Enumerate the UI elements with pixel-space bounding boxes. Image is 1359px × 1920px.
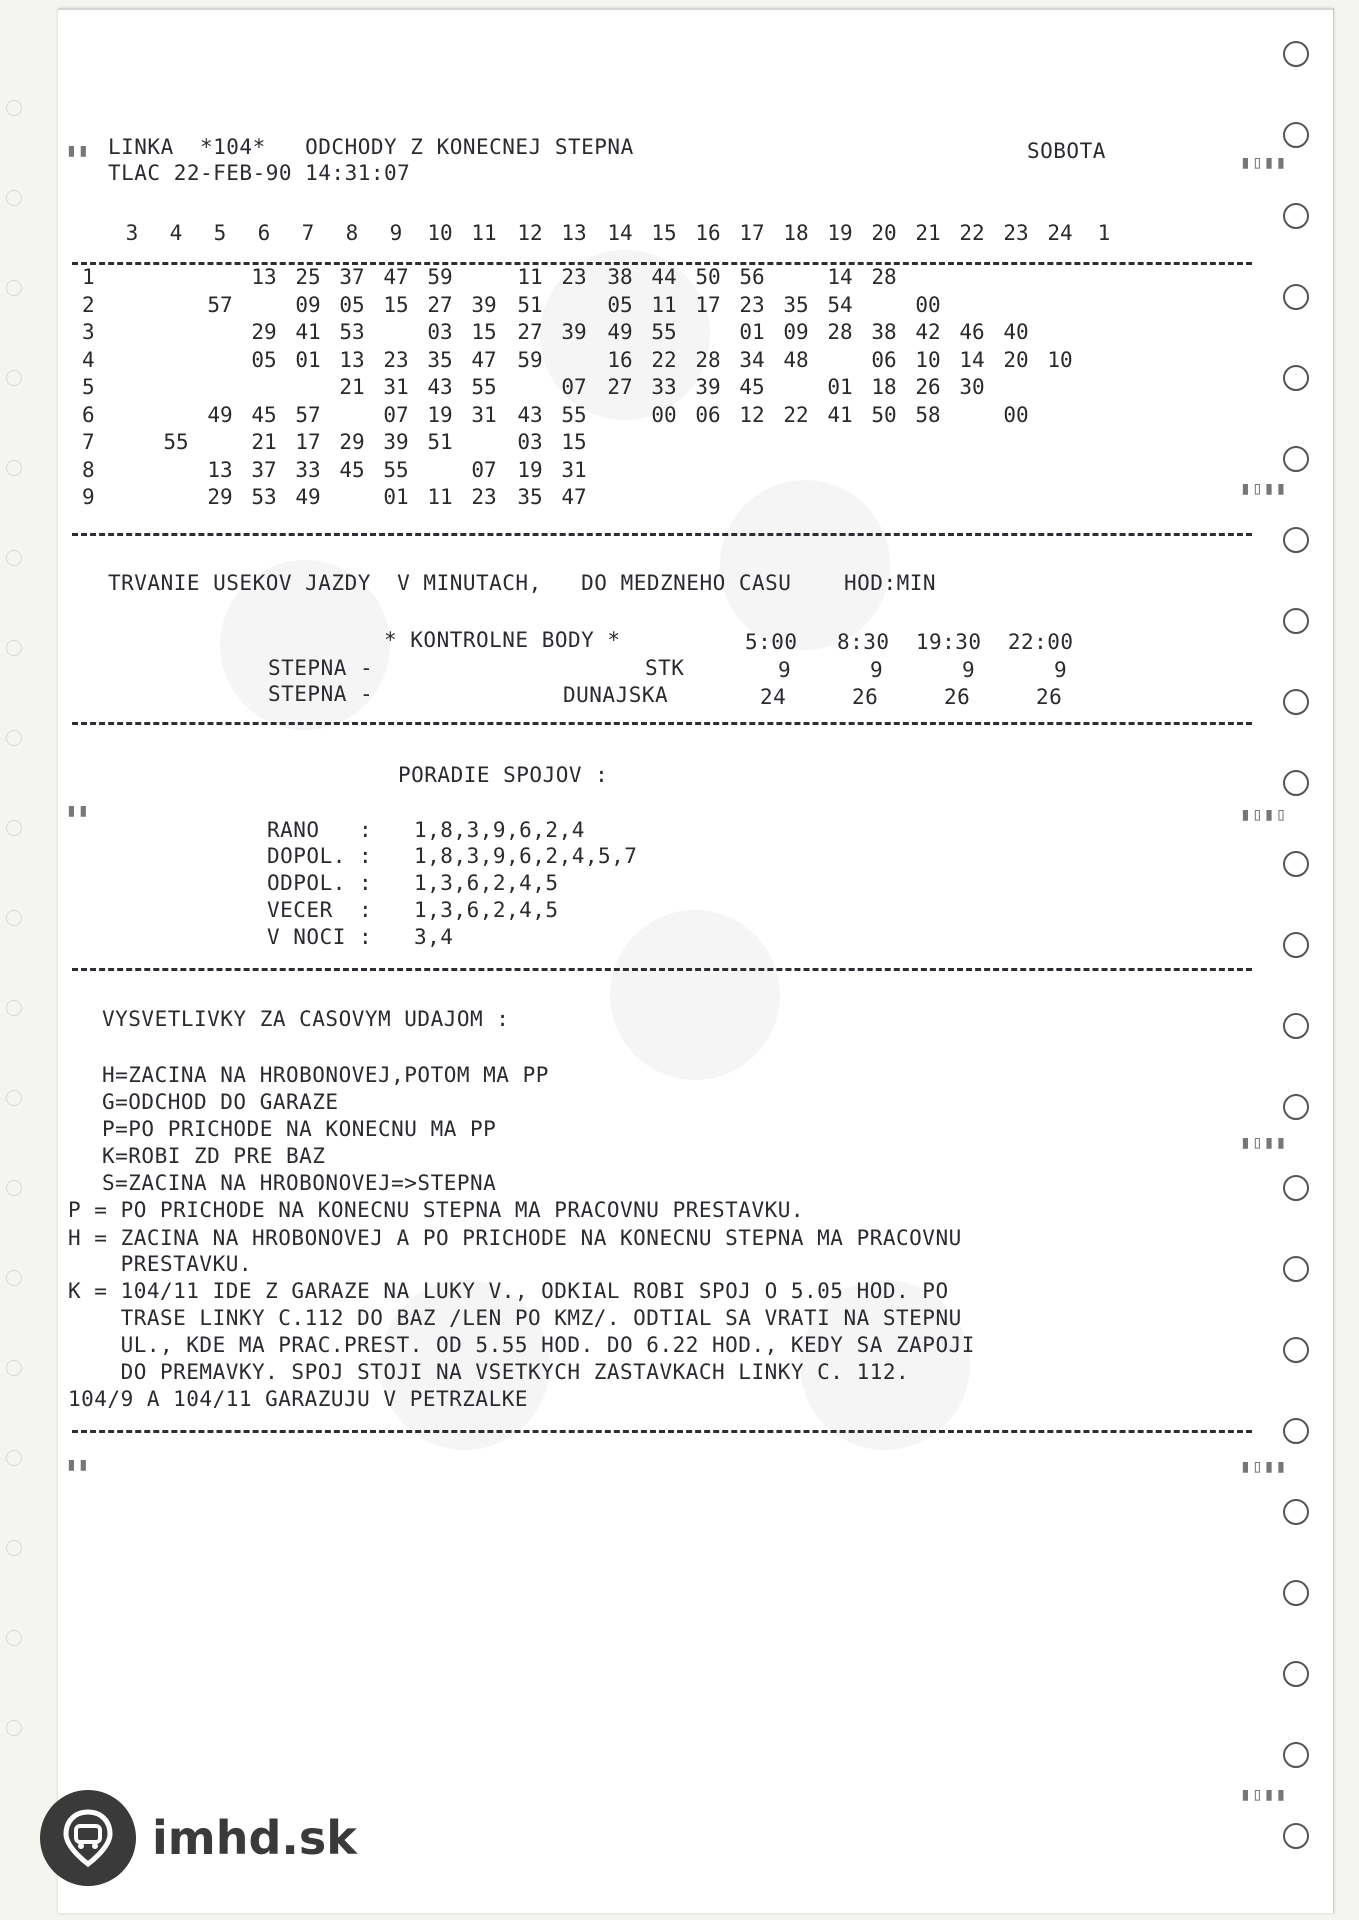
departure-minute: 29 [251, 320, 277, 344]
departure-minute: 43 [427, 375, 453, 399]
departure-minute: 28 [827, 320, 853, 344]
departure-minute: 18 [871, 375, 897, 399]
departure-minute: 23 [561, 265, 587, 289]
sprocket-hole [1283, 1580, 1309, 1606]
departure-minute: 09 [295, 292, 321, 317]
departure-minute: 30 [959, 375, 985, 399]
departure-minute: 51 [517, 292, 543, 317]
departure-minute: 38 [607, 265, 633, 289]
faint-hole [6, 1000, 22, 1016]
hour-header-cell: 18 [783, 221, 809, 245]
hour-header-cell: 17 [739, 221, 765, 245]
departure-minute: 27 [607, 375, 633, 399]
departure-minute: 29 [339, 430, 365, 454]
hour-header-cell: 6 [257, 221, 271, 245]
departure-minute: 22 [651, 347, 677, 372]
departure-minute: 25 [295, 265, 321, 289]
departure-minute: 57 [207, 292, 233, 317]
departure-minute: 45 [339, 457, 365, 482]
hour-header-cell: 12 [517, 221, 543, 245]
departure-minute: 26 [915, 375, 941, 399]
watermark-logo [720, 480, 890, 650]
faint-hole [6, 820, 22, 836]
faint-hole [6, 910, 22, 926]
order-value: 1,8,3,9,6,2,4 [414, 818, 585, 842]
departure-minute: 07 [471, 457, 497, 482]
departure-minute: 16 [607, 347, 633, 372]
departure-minute: 01 [383, 485, 409, 509]
duration-row-from: STEPNA - [268, 682, 374, 706]
departure-minute: 28 [695, 347, 721, 372]
faint-hole [6, 1450, 22, 1466]
sprocket-hole [1283, 770, 1309, 796]
departure-minute: 21 [339, 375, 365, 399]
departure-minute: 33 [651, 375, 677, 399]
legend-title: VYSVETLIVKY ZA CASOVYM UDAJOM : [102, 1007, 510, 1031]
legend-line: S=ZACINA NA HROBONOVEJ=>STEPNA [102, 1171, 497, 1195]
departure-minute: 35 [517, 485, 543, 509]
order-label: VECER : [267, 898, 373, 922]
departure-minute: 15 [471, 320, 497, 344]
departure-minute: 22 [783, 402, 809, 427]
faint-hole [6, 370, 22, 386]
departure-minute: 19 [427, 402, 453, 427]
departure-minute: 11 [427, 485, 453, 509]
hour-header-cell: 23 [1003, 221, 1029, 245]
faint-hole [6, 1720, 22, 1736]
departure-minute: 55 [383, 457, 409, 482]
departure-minute: 46 [959, 320, 985, 344]
ink-smudge: ▮▯▮▮ [1240, 1132, 1288, 1153]
ink-smudge: ▮▯▮▮ [1240, 1456, 1288, 1477]
departure-minute: 17 [695, 292, 721, 317]
sprocket-hole [1283, 365, 1309, 391]
departure-minute: 49 [607, 320, 633, 344]
sprocket-hole [1283, 284, 1309, 310]
sprocket-hole [1283, 1013, 1309, 1039]
departure-minute: 21 [251, 430, 277, 454]
hour-header-cell: 7 [301, 221, 315, 245]
departure-minute: 31 [383, 375, 409, 399]
faint-hole [6, 280, 22, 296]
separator-line [72, 1430, 1252, 1433]
hour-header-cell: 1 [1097, 221, 1111, 245]
departure-minute: 49 [295, 485, 321, 509]
faint-hole [6, 730, 22, 746]
sprocket-hole [1283, 1094, 1309, 1120]
departure-minute: 55 [471, 375, 497, 399]
order-label: DOPOL. : [267, 844, 373, 868]
departure-minute: 10 [915, 347, 941, 372]
ink-smudge: ▮▯▮▮ [1240, 1784, 1288, 1805]
faint-hole [6, 1540, 22, 1556]
departure-minute: 19 [517, 457, 543, 482]
departure-minute: 57 [295, 402, 321, 427]
departure-minute: 15 [383, 292, 409, 317]
duration-row-values: 9 9 9 9 [778, 658, 1068, 682]
order-value: 3,4 [414, 925, 454, 949]
hour-header-cell: 5 [213, 221, 227, 245]
departure-minute: 37 [339, 265, 365, 289]
departure-minute: 59 [427, 265, 453, 289]
legend-line: G=ODCHOD DO GARAZE [102, 1090, 339, 1114]
faint-hole [6, 640, 22, 656]
departure-minute: 01 [827, 375, 853, 399]
departure-minute: 56 [739, 265, 765, 289]
departure-minute: 17 [295, 430, 321, 454]
row-number: 9 [82, 485, 95, 509]
departure-minute: 55 [561, 402, 587, 427]
order-value: 1,3,6,2,4,5 [414, 871, 559, 895]
departure-minute: 31 [561, 457, 587, 482]
row-number: 5 [82, 375, 95, 399]
faint-hole [6, 1180, 22, 1196]
departure-minute: 51 [427, 430, 453, 454]
note-line: PRESTAVKU. [68, 1252, 253, 1276]
cutoff-times: 5:00 8:30 19:30 22:00 [745, 630, 1074, 654]
departure-minute: 06 [695, 402, 721, 427]
sprocket-hole [1283, 1418, 1309, 1444]
departure-minute: 13 [339, 347, 365, 372]
hour-header-cell: 8 [345, 221, 359, 245]
day-label: SOBOTA [1027, 139, 1106, 163]
departure-minute: 54 [827, 292, 853, 317]
departure-minute: 45 [739, 375, 765, 399]
sprocket-hole [1283, 41, 1309, 67]
separator-line [72, 968, 1252, 971]
departure-minute: 05 [251, 347, 277, 372]
departure-minute: 35 [783, 292, 809, 317]
hour-header-cell: 3 [125, 221, 139, 245]
row-number: 7 [82, 430, 95, 454]
hour-header-cell: 16 [695, 221, 721, 245]
order-label: RANO : [267, 818, 373, 842]
departure-minute: 47 [383, 265, 409, 289]
departure-minute: 48 [783, 347, 809, 372]
departure-minute: 11 [651, 292, 677, 317]
ink-smudge: ▮▯▮▮ [1240, 478, 1288, 499]
row-number: 1 [82, 265, 95, 289]
logo-text: imhd.sk [152, 1811, 357, 1865]
sprocket-hole [1283, 1742, 1309, 1768]
departure-minute: 47 [561, 485, 587, 509]
sprocket-hole [1283, 122, 1309, 148]
hour-header-cell: 15 [651, 221, 677, 245]
departure-minute: 27 [427, 292, 453, 317]
note-line: DO PREMAVKY. SPOJ STOJI NA VSETKYCH ZASTAVKACH LINKY C. 112. [68, 1360, 910, 1384]
sprocket-hole [1283, 1175, 1309, 1201]
departure-minute: 01 [739, 320, 765, 344]
departure-minute: 38 [871, 320, 897, 344]
order-value: 1,8,3,9,6,2,4,5,7 [414, 844, 638, 868]
departure-minute: 29 [207, 485, 233, 509]
faint-hole [6, 100, 22, 116]
ink-smudge: ▮▯▮▮ [1240, 152, 1288, 173]
departure-minute: 41 [295, 320, 321, 344]
departure-minute: 00 [1003, 402, 1029, 427]
sprocket-hole [1283, 1499, 1309, 1525]
sprocket-hole [1283, 446, 1309, 472]
faint-hole [6, 1090, 22, 1106]
sprocket-hole [1283, 1661, 1309, 1687]
departure-minute: 01 [295, 347, 321, 372]
departure-minute: 33 [295, 457, 321, 482]
departure-minute: 58 [915, 402, 941, 427]
sprocket-hole [1283, 203, 1309, 229]
watermark-logo [610, 910, 780, 1080]
departure-minute: 05 [607, 292, 633, 317]
sprocket-hole [1283, 1337, 1309, 1363]
departure-minute: 11 [517, 265, 543, 289]
durations-title: TRVANIE USEKOV JAZDY V MINUTACH, DO MEDZNEHO CASU HOD:MIN [108, 571, 937, 595]
ink-smudge: ▮▯▮▯ [1240, 804, 1288, 825]
row-number: 3 [82, 320, 95, 344]
faint-hole [6, 1360, 22, 1376]
separator-line [72, 533, 1252, 536]
departure-minute: 55 [651, 320, 677, 344]
note-line: UL., KDE MA PRAC.PREST. OD 5.55 HOD. DO 6.22 HOD., KEDY SA ZAPOJI [68, 1333, 975, 1357]
hour-header-cell: 20 [871, 221, 897, 245]
duration-row-values: 24 26 26 26 [760, 685, 1063, 709]
sprocket-hole [1283, 932, 1309, 958]
departure-minute: 43 [517, 402, 543, 427]
ink-smudge: ▮▮ [66, 800, 90, 821]
departure-minute: 05 [339, 292, 365, 317]
departure-minute: 28 [871, 265, 897, 289]
print-timestamp: TLAC 22-FEB-90 14:31:07 [108, 161, 411, 185]
departure-minute: 06 [871, 347, 897, 372]
departure-minute: 39 [471, 292, 497, 317]
row-number: 6 [82, 402, 95, 427]
departure-minute: 13 [251, 265, 277, 289]
departure-minute: 03 [517, 430, 543, 454]
duration-row-from: STEPNA - [268, 656, 374, 680]
departure-minute: 49 [207, 402, 233, 427]
faint-hole [6, 460, 22, 476]
hour-header-cell: 14 [607, 221, 633, 245]
hour-header-cell: 9 [389, 221, 403, 245]
departure-minute: 23 [383, 347, 409, 372]
ink-smudge: ▮▮ [66, 140, 90, 161]
faint-hole [6, 550, 22, 566]
departure-minute: 31 [471, 402, 497, 427]
departure-minute: 39 [383, 430, 409, 454]
sprocket-hole [1283, 1256, 1309, 1282]
departure-minute: 42 [915, 320, 941, 344]
order-label: ODPOL. : [267, 871, 373, 895]
departure-minute: 40 [1003, 320, 1029, 344]
departure-minute: 07 [383, 402, 409, 427]
departure-minute: 53 [251, 485, 277, 509]
order-label: V NOCI : [267, 925, 373, 949]
legend-line: P=PO PRICHODE NA KONECNU MA PP [102, 1117, 497, 1141]
hour-header-cell: 10 [427, 221, 453, 245]
departure-minute: 50 [695, 265, 721, 289]
hour-header-cell: 22 [959, 221, 985, 245]
ink-smudge: ▮▮ [66, 1454, 90, 1475]
hour-header-cell: 24 [1047, 221, 1073, 245]
order-title: PORADIE SPOJOV : [398, 763, 609, 787]
departure-minute: 45 [251, 402, 277, 427]
departure-minute: 23 [739, 292, 765, 317]
departure-minute: 27 [517, 320, 543, 344]
departure-minute: 07 [561, 375, 587, 399]
note-line: H = ZACINA NA HROBONOVEJ A PO PRICHODE NA KONECNU STEPNA MA PRACOVNU [68, 1226, 962, 1250]
departure-minute: 00 [915, 292, 941, 317]
note-line: P = PO PRICHODE NA KONECNU STEPNA MA PRACOVNU PRESTAVKU. [68, 1198, 805, 1222]
departure-minute: 09 [783, 320, 809, 344]
sprocket-hole [1283, 689, 1309, 715]
hour-header-cell: 13 [561, 221, 587, 245]
departure-minute: 44 [651, 265, 677, 289]
sprocket-hole [1283, 608, 1309, 634]
departure-minute: 37 [251, 457, 277, 482]
note-line: K = 104/11 IDE Z GARAZE NA LUKY V., ODKIAL ROBI SPOJ O 5.05 HOD. PO [68, 1279, 949, 1303]
note-line: TRASE LINKY C.112 DO BAZ /LEN PO KMZ/. ODTIAL SA VRATI NA STEPNU [68, 1306, 962, 1330]
departure-minute: 35 [427, 347, 453, 372]
hour-header-cell: 19 [827, 221, 853, 245]
separator-line [72, 722, 1252, 725]
departure-minute: 14 [959, 347, 985, 372]
departure-minute: 00 [651, 402, 677, 427]
departure-minute: 39 [695, 375, 721, 399]
sprocket-hole [1283, 527, 1309, 553]
legend-line: H=ZACINA NA HROBONOVEJ,POTOM MA PP [102, 1063, 549, 1087]
faint-hole [6, 1630, 22, 1646]
legend-line: K=ROBI ZD PRE BAZ [102, 1144, 326, 1168]
departure-minute: 13 [207, 457, 233, 482]
departure-minute: 20 [1003, 347, 1029, 372]
departure-minute: 23 [471, 485, 497, 509]
line-title: LINKA *104* ODCHODY Z KONECNEJ STEPNA [108, 135, 634, 159]
hour-header-cell: 21 [915, 221, 941, 245]
departure-minute: 47 [471, 347, 497, 372]
control-points-title: * KONTROLNE BODY * [384, 628, 621, 652]
departure-minute: 41 [827, 402, 853, 427]
duration-row-to: DUNAJSKA [563, 683, 669, 707]
departure-minute: 50 [871, 402, 897, 427]
duration-row-to: STK [645, 656, 685, 680]
departure-minute: 55 [163, 430, 189, 454]
departure-minute: 15 [561, 430, 587, 454]
departure-minute: 10 [1047, 347, 1073, 372]
bus-icon [40, 1790, 136, 1886]
departure-minute: 03 [427, 320, 453, 344]
site-logo[interactable] [40, 1790, 357, 1886]
row-number: 8 [82, 457, 95, 482]
departure-minute: 34 [739, 347, 765, 372]
row-number: 4 [82, 347, 95, 372]
row-number: 2 [82, 292, 95, 317]
faint-hole [6, 190, 22, 206]
sprocket-hole [1283, 1823, 1309, 1849]
sprocket-hole [1283, 851, 1309, 877]
hour-header-cell: 11 [471, 221, 497, 245]
departure-minute: 59 [517, 347, 543, 372]
hour-header-cell: 4 [169, 221, 183, 245]
order-value: 1,3,6,2,4,5 [414, 898, 559, 922]
departure-minute: 12 [739, 402, 765, 427]
paper-top-edge [58, 8, 1333, 10]
departure-minute: 39 [561, 320, 587, 344]
departure-minute: 53 [339, 320, 365, 344]
note-line: 104/9 A 104/11 GARAZUJU V PETRZALKE [68, 1387, 529, 1411]
departure-minute: 14 [827, 265, 853, 289]
faint-hole [6, 1270, 22, 1286]
